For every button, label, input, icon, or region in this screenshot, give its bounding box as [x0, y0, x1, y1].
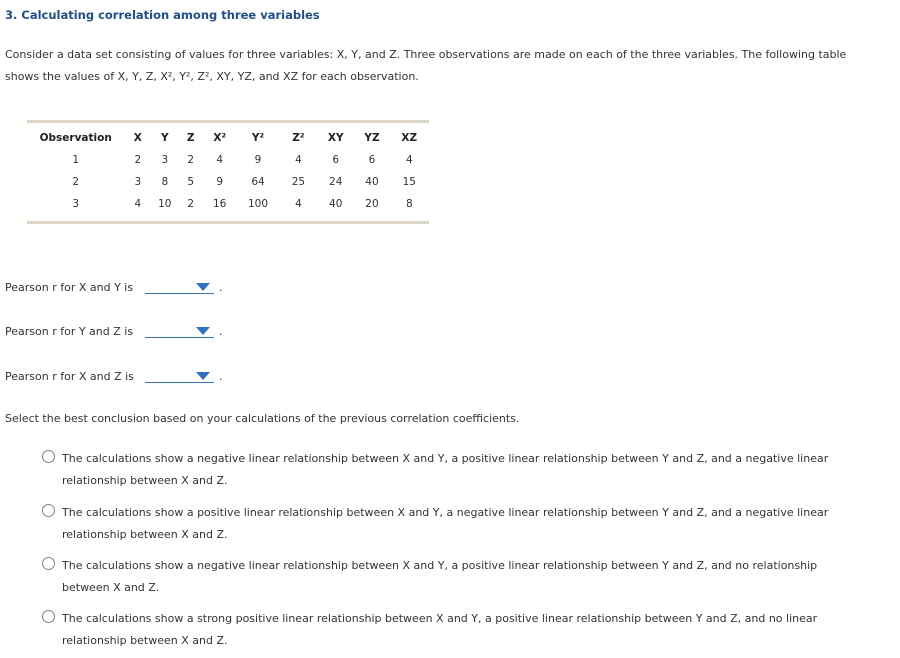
table-cell: 6 — [368, 154, 376, 166]
table-row — [27, 171, 429, 193]
table-cell: 15 — [402, 176, 416, 188]
table-cell: 2 — [187, 198, 195, 210]
dropdown-arrow-icon — [196, 283, 210, 291]
table-cell: 1 — [72, 154, 80, 166]
header-xz: XZ — [401, 132, 418, 144]
table-cell: 10 — [158, 198, 172, 210]
table-cell: 6 — [332, 154, 340, 166]
conclusion-prompt: Select the best conclusion based on your calculations of the previous correlation coefficients. — [5, 412, 520, 425]
table-cell: 25 — [291, 176, 306, 188]
table-cell: 9 — [254, 154, 262, 166]
table-cell: 40 — [329, 198, 343, 210]
table-cell: 3 — [161, 154, 169, 166]
table-cell: 4 — [134, 198, 142, 210]
table-cell: 40 — [365, 176, 379, 188]
intro-text: Consider a data set consisting of values for three variables: X, Y, and Z. Three observations are made on each of the three variables. The following table shows the values of X, Y, Z, X², Y², Z², XY, YZ, and XZ for each observation. — [5, 48, 847, 83]
table-row — [27, 149, 429, 171]
option-text: The calculations show a strong positive linear relationship between X and Y, a positive linear relationship between Y and Z, and no linear relationship between X and Z. — [62, 612, 818, 647]
option-text: The calculations show a negative linear relationship between X and Y, a positive linear relationship between Y and Z, and a negative linear relationship between X and Z. — [62, 452, 829, 487]
header-yz: YZ — [364, 132, 380, 144]
table-cell: 4 — [405, 154, 413, 166]
option-text: The calculations show a positive linear relationship between X and Y, a negative linear relationship between Y and Z, and a negative linear relationship between X and Z. — [62, 506, 829, 541]
header-x2: X² — [213, 132, 227, 144]
header-z: Z — [186, 132, 195, 144]
table-cell: 2 — [134, 154, 142, 166]
question-title: 3. Calculating correlation among three variables — [5, 8, 320, 22]
table-cell: 100 — [247, 198, 269, 210]
table-cell: 64 — [251, 176, 265, 188]
radio-button[interactable] — [42, 504, 55, 517]
table-cell: 8 — [405, 198, 413, 210]
pearson-yz-dropdown[interactable] — [145, 323, 214, 338]
radio-button[interactable] — [42, 450, 55, 463]
table-cell: 20 — [365, 198, 379, 210]
table-cell: 4 — [216, 154, 224, 166]
pearson-xy-dropdown[interactable] — [145, 279, 214, 294]
pearson-yz-period: . — [219, 325, 223, 338]
table-cell: 24 — [329, 176, 343, 188]
pearson-xy-period: . — [219, 281, 223, 294]
table-cell: 4 — [295, 198, 302, 210]
pearson-xz-label: Pearson r for X and Z is — [5, 370, 134, 383]
dropdown-arrow-icon — [196, 327, 210, 335]
pearson-xz-dropdown[interactable] — [145, 368, 214, 383]
table-cell: 4 — [295, 154, 302, 166]
table-cell: 2 — [187, 154, 195, 166]
pearson-yz-label: Pearson r for Y and Z is — [5, 325, 134, 338]
table-cell: 3 — [72, 198, 80, 210]
data-table — [27, 120, 429, 224]
header-y: Y — [160, 132, 169, 144]
dropdown-arrow-icon — [196, 372, 210, 380]
header-x: X — [133, 132, 142, 144]
radio-button[interactable] — [42, 557, 55, 570]
table-cell: 2 — [72, 176, 80, 188]
radio-button[interactable] — [42, 610, 55, 623]
pearson-xz-period: . — [219, 370, 223, 383]
table-cell: 5 — [187, 176, 195, 188]
header-observation: Observation — [39, 132, 112, 144]
table-cell: 8 — [161, 176, 169, 188]
table-cell: 16 — [213, 198, 227, 210]
pearson-xy-label: Pearson r for X and Y is — [5, 281, 134, 294]
header-y2: Y² — [251, 132, 265, 144]
table-header-row — [27, 123, 429, 149]
header-z2: Z² — [292, 132, 305, 144]
header-xy: XY — [327, 132, 344, 144]
option-text: The calculations show a negative linear relationship between X and Y, a positive linear relationship between Y and Z, and no relationship between X and Z. — [62, 559, 818, 594]
table-row — [27, 193, 429, 221]
table-cell: 9 — [216, 176, 224, 188]
table-cell: 3 — [134, 176, 142, 188]
